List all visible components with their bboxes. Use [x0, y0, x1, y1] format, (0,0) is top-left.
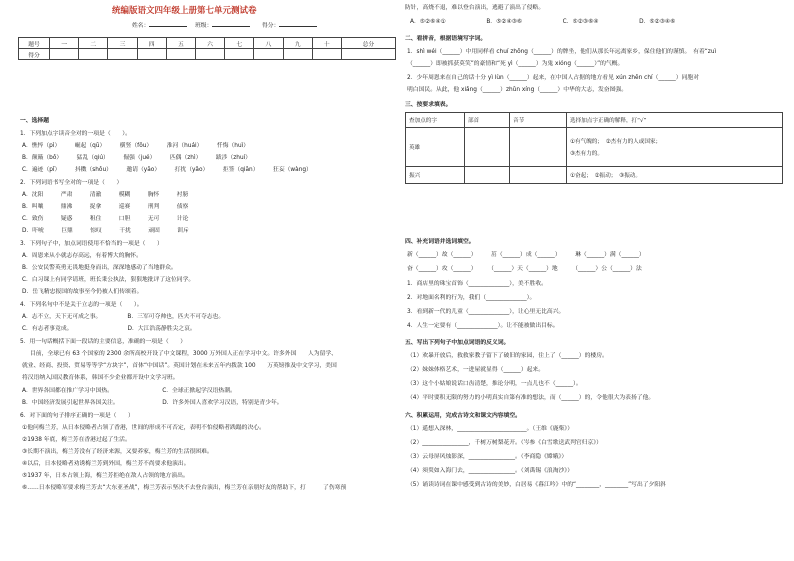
question-2-option-c: C．致伤 疑惑 租住 口胆 无可 计论 — [22, 216, 189, 222]
fill-blank-sentence: 3．看到新一代的儿童（______________），让心里无比高兴。 — [407, 309, 565, 315]
score-cell[interactable] — [225, 49, 254, 60]
antonym-sentence: （4）平时要积无限的努力的小明真实自第有准的想法，而（______）的，令他很大为表扬了他。 — [407, 395, 655, 401]
question-1-option-c: C．遍迹（pǐ） 抖擞（shǒu） 邀请（yāo） 打扰（yǎo） 拒签（qiān） 狂妄（wàng） — [22, 167, 312, 173]
question-4: 4．下列名句中不是关于立志的一项是（ ）。 — [20, 302, 143, 308]
question-4-options-ab: A．志不立，天下无可成之事。 B．三军可夺帅也，匹夫不可夺志也。 — [22, 314, 225, 320]
question-1-option-b: B．颠簸（bǒ） 猛乱（qiú） 倔强（jué） 匹偶（zhì） 跋涉（zhuí） — [22, 155, 252, 161]
fill-blank-sentence: 2．对地面名利的行为，我们（______________）。 — [407, 295, 536, 301]
syllable-cell[interactable] — [510, 167, 567, 184]
question-3-option-d: D．岳飞精忠报国的故事至今仍被人们传颂着。 — [22, 289, 143, 295]
score-cell[interactable] — [341, 49, 395, 60]
score-cell[interactable] — [254, 49, 283, 60]
word-cell: 英雄 — [406, 128, 465, 167]
question-5-options-ac: A．世界各国都在推广学习中国热。 C．全球正掀起学汉语热潮。 — [22, 388, 236, 394]
question-6-sentence: ③长期不演出，梅兰芳没有了经济来源，又要养家，梅兰芳的生活很困难。 — [22, 449, 213, 455]
question-5-passage: 目前，全球已有 63 个国家的 2300 余所高校开设了中文课程，3000 万外国人正在学习中文。许多外国 人为留学、 — [30, 351, 337, 357]
question-6: 6．对下面的句子排序正确的一项是（ ） — [20, 413, 134, 419]
antonym-sentence: （3）这个小姑娘说话口齿清楚，推论分明，一点儿也不（______）。 — [407, 381, 582, 387]
dictionary-table-header — [406, 113, 783, 128]
meaning-options: ①有气魄的； ②杰有力的人或国家； — [570, 139, 662, 145]
question-1-option-a: A．憔悴（pì） 崛起（qū） 横竖（fǒu） 淮河（huái） 忏悔（huì） — [22, 143, 250, 149]
score-col: 一 — [50, 38, 79, 49]
syllable-cell[interactable] — [510, 128, 567, 167]
dictionary-table — [405, 112, 783, 184]
section-1-heading: 一、选择题 — [20, 118, 49, 124]
score-cell[interactable] — [283, 49, 312, 60]
dictionary-row — [406, 167, 783, 184]
class-field: 班级： — [195, 22, 250, 30]
section-4-heading: 四、补充词语并选词填空。 — [405, 239, 475, 245]
pinyin-line: （______）即被抓获莫笑”的豪情和“死 yì（______）为鬼 xióng（______）”的气概。 — [407, 61, 624, 67]
question-5-passage: 就业、经商、投资、贸易等等学“方块字”，首体“中国话”。英国计划在未来五年内拨款 100 万英镑推及中文学习，美国 — [22, 363, 337, 369]
score-cell[interactable] — [50, 49, 79, 60]
poem-fill-line: （3）云母屏风烛影深，________________。（李商隐《嫦娥》） — [407, 454, 568, 460]
score-col: 六 — [195, 38, 224, 49]
score-cell[interactable] — [137, 49, 166, 60]
fill-blank-sentence: 1．商店里的珠宝首饰（______________），美不胜收。 — [407, 281, 547, 287]
poem-fill-line: （4）须臾如入海门去，________________。（刘禹锡《浪淘沙》） — [407, 468, 573, 474]
score-col: 总分 — [341, 38, 395, 49]
question-5-passage: 将汉语纳入国民教育体系，韩国不少企业都开设中文学习班。 — [22, 375, 179, 381]
exam-title: 统编版语文四年级上册第七单元测试卷 — [112, 6, 257, 16]
score-cell[interactable] — [312, 49, 341, 60]
header-cell: 选择加点字正确的解释，打“√” — [567, 113, 783, 128]
question-6-options: A．⑤②⑥④① B．⑤②④③⑥ C．⑤②③⑥④ D．⑤②③④⑥ — [410, 19, 676, 25]
antonym-sentence: （2）妹妹体格艺术，一进屋就显得（______）起来。 — [407, 367, 545, 373]
question-3-option-c: C．白习课上有同学请班，班长秉公执法，狠狠地批评了这位同学。 — [22, 277, 195, 283]
question-1: 1．下列加点字读音全对的一项是（ ）。 — [20, 131, 131, 137]
word-completion-line: 奋（______）攻（______） （______）天（______）地 （______）公（______）法 — [407, 266, 642, 272]
question-2-option-d: D．吓唬 巨鼎 惊叹 干扰 顽固 训斥 — [22, 228, 189, 234]
poem-fill-line: （5）诵读诗词在课中感受到古诗的美妙，白居易《暮江吟》中的“________，________”写出了夕阳斜 — [407, 482, 666, 488]
pinyin-line: 2．少年周恩来在自己的话十分 yì lùn（______）起来，在中国人占据的地方看见 xún zhēn chí（______）同胞对 — [407, 75, 699, 81]
word-completion-line: 新（______）故（______） 茁（______）成（______） 琳（______）满（______） — [407, 252, 645, 258]
pinyin-line: 1．shì wéi（______）中用同样看 chuí zhōng（______）的牌坐，他们从那长年远离家乡，保住他们的谨慎。 有着“zuì — [407, 49, 717, 55]
score-cell[interactable] — [108, 49, 137, 60]
meaning-options: ③杰有力的。 — [570, 151, 603, 157]
score-label-cell: 题号 — [19, 38, 50, 49]
antonym-sentence: （1）欢暴开放后，救救家教子留下了破旧的家园，住上了（______）的楼房。 — [407, 353, 608, 359]
section-2-heading: 二、看拼音，根据语境写字词。 — [405, 36, 487, 42]
question-2-option-a: A．沈阳 严肃 清澈 模糊 胸怀 衬膀 — [22, 192, 189, 198]
section-5-heading: 五、写出下列句子中加点词语的反义词。 — [405, 340, 510, 346]
score-col: 二 — [79, 38, 108, 49]
header-cell: 查加点的字 — [406, 113, 465, 128]
question-3: 3．下列句子中，加点词语使用不恰当的一项是（ ） — [20, 241, 163, 247]
score-col: 七 — [225, 38, 254, 49]
section-6-heading: 六、积累运用，完成古诗文和课文内容填空。 — [405, 413, 521, 419]
poem-fill-line: （2）________________，千树万树梨花开。（岑参《白雪歌送武判官归京》） — [407, 440, 602, 446]
score-field: 得分： — [262, 22, 317, 30]
meaning-cell — [567, 128, 783, 167]
question-3-option-b: B．公安民警英勇无畏地挺身而出，深深地感动了当地群众。 — [22, 265, 177, 271]
section-3-heading: 三、按要求填表。 — [405, 102, 452, 108]
score-cell[interactable] — [195, 49, 224, 60]
question-6-sentence: ⑤1937 年，日本占领上海，梅兰芳拒绝在敌人占领的地方演出。 — [22, 473, 189, 479]
header-cell: 音节 — [510, 113, 567, 128]
dictionary-row — [406, 128, 783, 167]
question-5-options-bd: B．中国经济发展引起世界各国关注。 D．许多外国人喜欢学习汉语，特别是青少年。 — [22, 400, 283, 406]
question-2-option-b: B．叫嚷 鼎沸 捉拿 巡赛 刑判 侦察 — [22, 204, 189, 210]
name-field: 姓名： — [132, 22, 187, 30]
header-cell: 部首 — [465, 113, 510, 128]
score-table-score-row — [19, 49, 396, 60]
meaning-options: ①奋起； ②振动； ③振动。 — [567, 167, 783, 184]
score-row-label: 得分 — [19, 49, 50, 60]
question-6-sentence: ⑥……日本侵略军要求梅兰芳去“大东亚圣战”，梅兰芳表示坚决不去登台演出，梅兰芳在亲朋好友的帮助下，打 了伤寒预 — [22, 485, 347, 491]
question-6-sentence: ①他问梅兰芳，从日本侵略者占领了香港，世间的形成不可否定，表明不怕侵略者践蹋的决心。 — [22, 425, 265, 431]
question-2: 2．下列词语书写全对的一项是（ ） — [20, 180, 123, 186]
question-6-sentence: ④以后，日本侵略者劝诱梅兰芳到外国，梅兰芳不尚要求他演出。 — [22, 461, 190, 467]
question-5: 5．用一句话概括下面一段话的主要信息，准确的一项是（ ） — [20, 339, 187, 345]
question-6-sentence: ②1938 年底，梅兰芳在香港过起了生活。 — [22, 437, 131, 443]
score-col: 九 — [283, 38, 312, 49]
question-6-continuation: 防针，高烧不退，难以登台演出，逃避了演出了侵略。 — [405, 5, 545, 11]
question-4-options-cd: C．有志者事竟成。 D．大江浩荡静胜尖之哀。 — [22, 326, 196, 332]
fill-blank-sentence: 4．人生一定要有（______________）。让不能被做出目标。 — [407, 323, 559, 329]
word-cell: 振兴 — [406, 167, 465, 184]
radical-cell[interactable] — [465, 128, 510, 167]
score-col: 五 — [166, 38, 195, 49]
pinyin-line: 明白国民。从此，他 xiǎng（______）zhǔn xíng（______）中华的大志，发奋图强。 — [407, 87, 627, 93]
score-col: 十 — [312, 38, 341, 49]
poem-fill-line: （1）遥想入深林，________________________。（王维《鹿柴》） — [407, 426, 573, 432]
radical-cell[interactable] — [465, 167, 510, 184]
score-col: 四 — [137, 38, 166, 49]
score-table-header-row — [19, 38, 396, 49]
question-3-option-a: A．周恩来从小就志存高远，有着博大的胸怀。 — [22, 253, 142, 259]
score-table — [18, 37, 396, 60]
score-col: 三 — [108, 38, 137, 49]
score-col: 八 — [254, 38, 283, 49]
score-cell[interactable] — [79, 49, 108, 60]
score-cell[interactable] — [166, 49, 195, 60]
